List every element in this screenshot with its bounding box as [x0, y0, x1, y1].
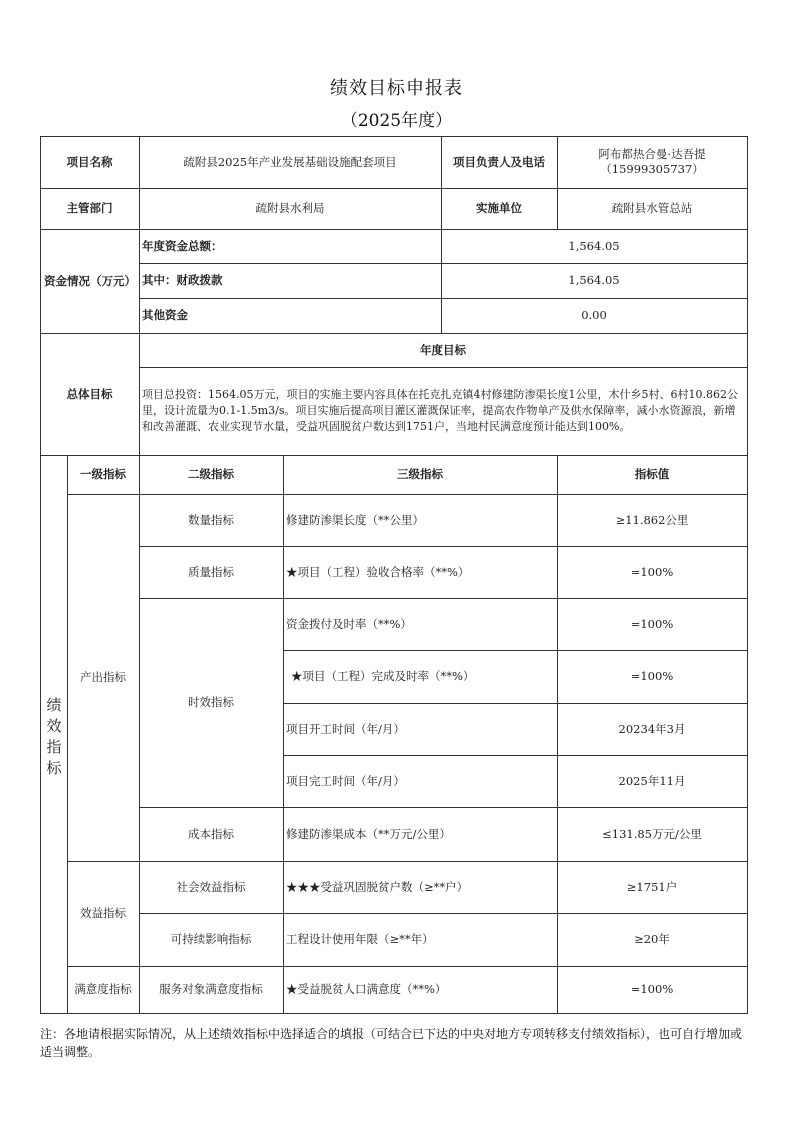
column-header-level1: 一级指标 — [80, 467, 126, 481]
level2-timeliness: 时效指标 — [188, 695, 234, 709]
funds-fiscal-label: 其中：财政拨款 — [142, 273, 223, 287]
level1-output: 产出指标 — [80, 670, 126, 684]
indicator-value: ≤131.85万元/公里 — [602, 826, 702, 841]
column-header-level2: 二级指标 — [188, 467, 234, 481]
funds-total-label: 年度资金总额： — [142, 238, 223, 253]
funds-other-label: 其他资金 — [142, 308, 188, 322]
document-title: 绩效目标申报表 — [330, 78, 463, 99]
implementing-unit-label: 实施单位 — [476, 201, 522, 215]
annual-goal-text: 项目总投资：1564.05万元，项目的实施主要内容具体在托克扎克镇4村修建防渗渠长度1公里，木什乡5村、6村10.862公里，设计流量为0.1-1.5m3/s。项目实施后提高项目灌区灌溉保证率，提高农作物单产及供水保障率，减小水资源浪，新增和改善灌溉、农业实现节水量，受益巩固脱贫户数达到1751户，当地村民满意度预计能达到100%。 — [142, 388, 738, 433]
level3-indicator: 项目完工时间（年/月） — [286, 773, 405, 788]
indicator-value: ≥1751户 — [626, 879, 678, 894]
project-leader-label: 项目负责人及电话 — [453, 154, 545, 169]
level1-satisfaction: 满意度指标 — [74, 982, 132, 996]
level3-indicator: 修建防渗渠长度（**公里） — [286, 512, 424, 527]
level2-social-benefit: 社会效益指标 — [176, 879, 246, 894]
level3-indicator: ★★★受益巩固脱贫户数（≥**户） — [286, 879, 469, 894]
level3-indicator: 修建防渗渠成本（**万元/公里） — [286, 826, 451, 841]
level3-indicator: ★项目（工程）验收合格率（**%） — [286, 564, 470, 579]
level2-sustainability: 可持续影响指标 — [170, 932, 252, 946]
column-header-level3: 三级指标 — [397, 467, 443, 481]
indicator-value: 2025年11月 — [618, 773, 686, 788]
indicator-value: ≥20年 — [634, 932, 670, 946]
funds-other-value: 0.00 — [581, 308, 607, 322]
level2-quality: 质量指标 — [188, 564, 234, 579]
indicator-value: =100% — [630, 982, 674, 996]
annual-goal-header: 年度目标 — [420, 342, 466, 357]
column-header-value: 指标值 — [634, 467, 670, 481]
performance-indicators-label: 绩 效 指 标 — [46, 696, 62, 777]
funds-fiscal-value: 1,564.05 — [568, 273, 620, 287]
implementing-unit-value: 疏附县水管总站 — [611, 201, 693, 215]
department-value: 疏附县水利局 — [255, 201, 325, 215]
level2-quantity: 数量指标 — [188, 512, 234, 527]
level3-indicator: ★项目（工程）完成及时率（**%） — [291, 669, 475, 683]
document-subtitle: （2025年度） — [340, 111, 453, 131]
level3-indicator: ★受益脱贫人口满意度（**%） — [286, 982, 447, 996]
indicator-value: 20234年3月 — [618, 721, 686, 736]
level3-indicator: 工程设计使用年限（≥**年） — [286, 932, 434, 946]
funds-total-value: 1,564.05 — [568, 238, 620, 253]
indicator-value: =100% — [630, 616, 674, 631]
project-leader-value — [557, 136, 747, 188]
project-name-label: 项目名称 — [66, 154, 113, 169]
indicator-value: =100% — [630, 669, 674, 683]
indicator-value: ≥11.862公里 — [615, 512, 689, 527]
overall-goal-label: 总体目标 — [66, 386, 113, 401]
level2-service-satisfaction: 服务对象满意度指标 — [159, 982, 263, 996]
level3-indicator: 资金拨付及时率（**%） — [286, 616, 412, 631]
department-label: 主管部门 — [66, 201, 113, 215]
level1-benefit: 效益指标 — [80, 906, 126, 920]
leader-name: 阿布都热合曼·达吾提 — [598, 147, 706, 161]
project-name-value: 疏附县2025年产业发展基础设施配套项目 — [183, 154, 397, 169]
leader-phone: （15999305737） — [600, 162, 704, 176]
indicator-value: =100% — [630, 564, 674, 579]
level3-indicator: 项目开工时间（年/月） — [286, 721, 405, 736]
funds-label: 资金情况（万元） — [44, 273, 136, 288]
level2-cost: 成本指标 — [188, 826, 234, 841]
footnote: 注：各地请根据实际情况，从上述绩效指标中选择适合的填报（可结合已下达的中央对地方专项转移支付绩效指标），也可自行增加或适当调整。 — [40, 1027, 743, 1059]
